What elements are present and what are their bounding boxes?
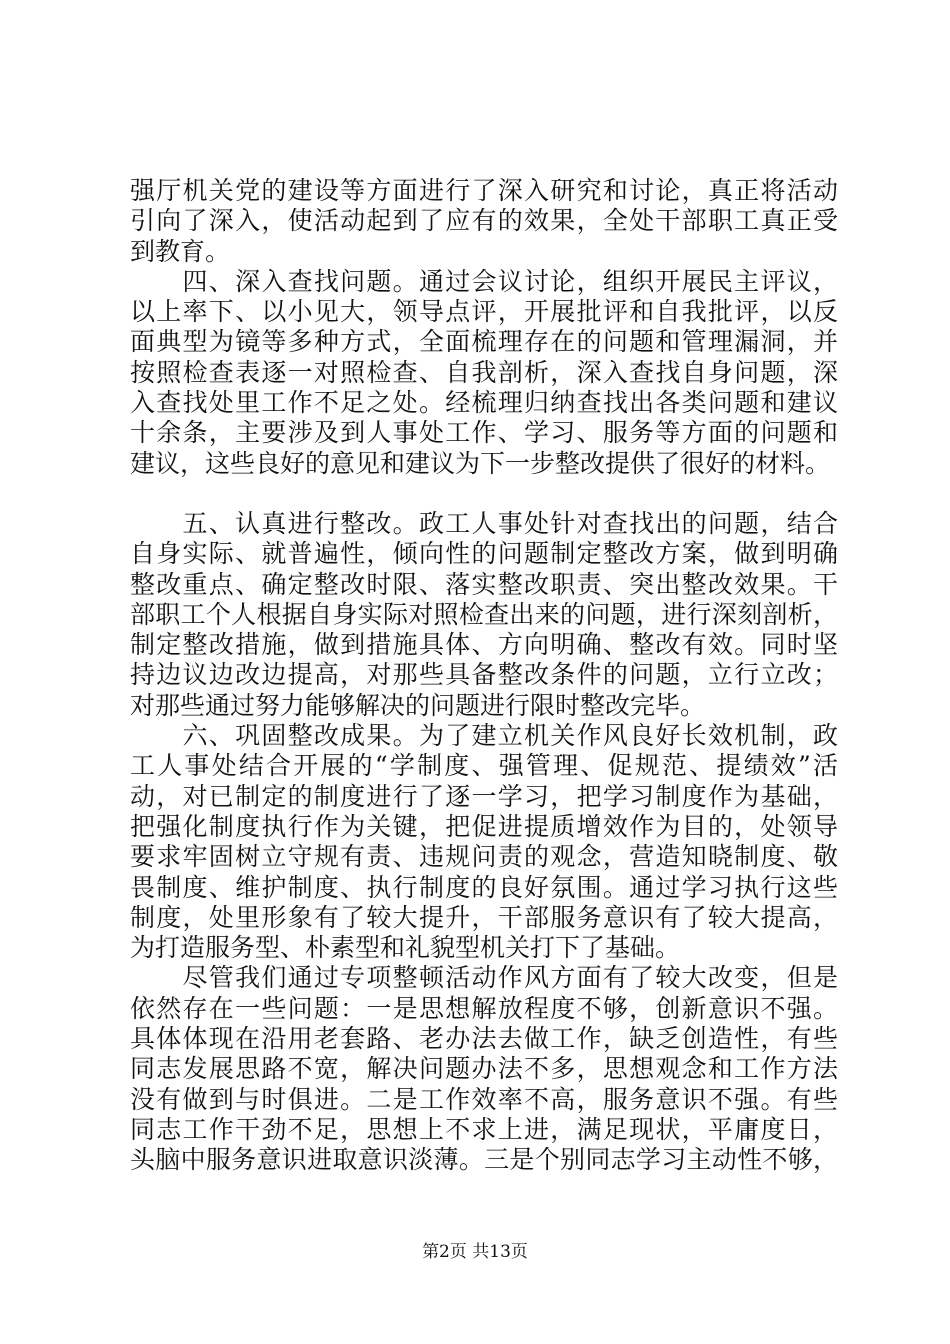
paragraph — [130, 721, 838, 963]
paragraph — [130, 176, 838, 267]
text-line: 具体体现在沿用老套路、老办法去做工作，缺乏创造性，有些 — [130, 1024, 838, 1054]
text-line: 建议，这些良好的意见和建议为下一步整改提供了很好的材料。 — [130, 448, 831, 478]
text-line: 没有做到与时俱进。二是工作效率不高，服务意识不强。有些 — [130, 1084, 838, 1114]
paragraph — [130, 267, 838, 479]
text-line: 部职工个人根据自身实际对照检查出来的问题，进行深刻剖析， — [130, 599, 838, 629]
text-line: 制定整改措施，做到措施具体、方向明确、整改有效。同时坚 — [130, 630, 838, 660]
paragraph-spacer — [130, 479, 838, 509]
text-line: 六、巩固整改成果。为了建立机关作风良好长效机制，政 — [130, 721, 838, 751]
text-line: 同志发展思路不宽，解决问题办法不多，思想观念和工作方法 — [130, 1054, 838, 1084]
text-line: 整改重点、确定整改时限、落实整改职责、突出整改效果。干 — [130, 569, 838, 599]
text-line: 工人事处结合开展的“学制度、强管理、促规范、提绩效”活 — [130, 751, 838, 781]
paragraph — [130, 963, 838, 1175]
text-line: 同志工作干劲不足，思想上不求上进，满足现状，平庸度日， — [130, 1114, 838, 1144]
text-line: 头脑中服务意识进取意识淡薄。三是个别同志学习主动性不够， — [130, 1145, 838, 1175]
document-body — [130, 176, 838, 1176]
text-line: 动，对已制定的制度进行了逐一学习，把学习制度作为基础， — [130, 781, 838, 811]
text-line: 制度，处里形象有了较大提升，干部服务意识有了较大提高， — [130, 902, 838, 932]
text-line: 十余条，主要涉及到人事处工作、学习、服务等方面的问题和 — [130, 418, 838, 448]
text-line: 把强化制度执行作为关键，把促进提质增效作为目的，处领导 — [130, 811, 838, 841]
text-line: 要求牢固树立守规有责、违规问责的观念，营造知晓制度、敬 — [130, 842, 838, 872]
text-line: 自身实际、就普遍性，倾向性的问题制定整改方案，做到明确 — [130, 539, 838, 569]
paragraph — [130, 509, 838, 721]
text-line: 对那些通过努力能够解决的问题进行限时整改完毕。 — [130, 690, 706, 720]
text-line: 五、认真进行整改。政工人事处针对查找出的问题，结合 — [130, 508, 838, 538]
text-line: 以上率下、以小见大，领导点评，开展批评和自我批评，以反 — [130, 297, 838, 327]
text-line: 到教育。 — [130, 236, 231, 266]
text-line: 强厅机关党的建设等方面进行了深入研究和讨论，真正将活动 — [130, 176, 838, 205]
text-line: 按照检查表逐一对照检查、自我剖析，深入查找自身问题，深 — [130, 357, 838, 387]
text-line: 畏制度、维护制度、执行制度的良好氛围。通过学习执行这些 — [130, 872, 838, 902]
text-line: 依然存在一些问题：一是思想解放程度不够，创新意识不强。 — [130, 993, 838, 1023]
text-line: 四、深入查找问题。通过会议讨论，组织开展民主评议， — [130, 266, 838, 296]
text-line: 持边议边改边提高，对那些具备整改条件的问题，立行立改； — [130, 660, 838, 690]
text-line: 尽管我们通过专项整顿活动作风方面有了较大改变，但是 — [130, 963, 838, 993]
page-number-footer: 第2页 共13页 — [422, 1242, 528, 1262]
text-line: 引向了深入，使活动起到了应有的效果，全处干部职工真正受 — [130, 206, 838, 236]
text-line: 为打造服务型、朴素型和礼貌型机关打下了基础。 — [130, 933, 681, 963]
text-line: 入查找处里工作不足之处。经梳理归纳查找出各类问题和建议 — [130, 388, 838, 418]
text-line: 面典型为镜等多种方式，全面梳理存在的问题和管理漏洞，并 — [130, 327, 838, 357]
